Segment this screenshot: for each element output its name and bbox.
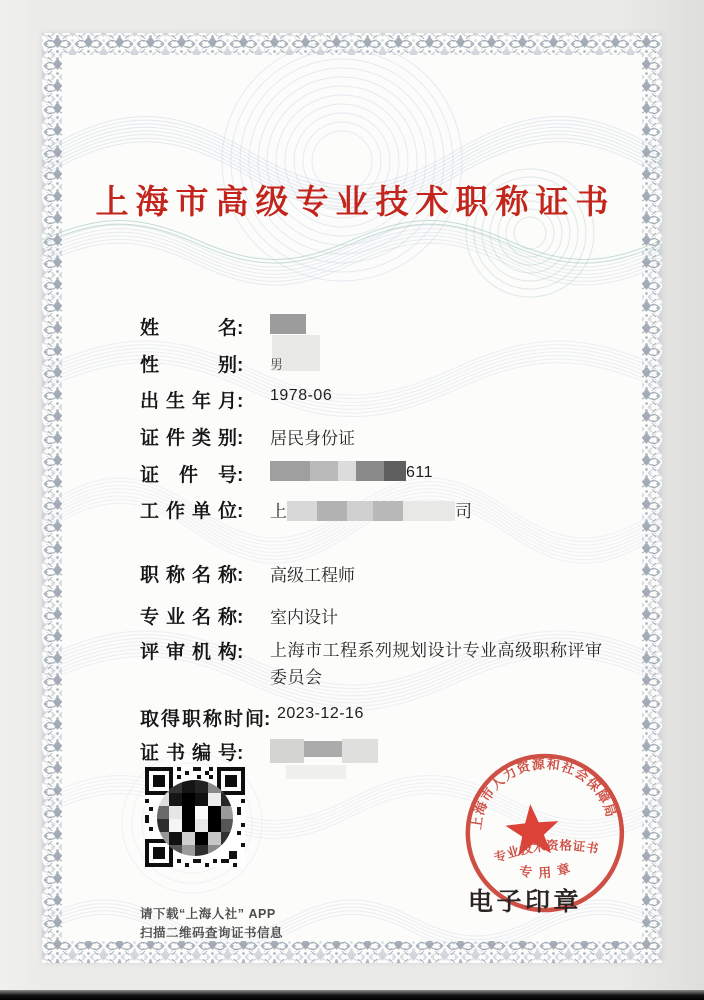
certificate-title: 上海市高级专业技术职称证书 (95, 185, 616, 221)
birth-label: 出生年月 (140, 391, 237, 412)
id-number-value-redacted (270, 461, 433, 482)
employer-visible-prefix: 上 (270, 502, 287, 521)
qr-caption-line1: 请下载“上海人社” APP (140, 907, 276, 921)
colon: : (237, 642, 244, 663)
obtained-date-label: 取得职称时间 (140, 709, 264, 730)
name-value-redacted (270, 314, 306, 335)
field-row-obtained-date (140, 704, 364, 730)
field-row-employer (140, 496, 472, 522)
colon: : (237, 318, 244, 339)
colon: : (237, 428, 244, 449)
major-value: 室内设计 (270, 608, 338, 627)
qr-code (145, 767, 245, 867)
colon: : (237, 565, 244, 586)
review-agency-value: 上海市工程系列规划设计专业高级职称评审委员会 (270, 641, 603, 687)
field-row-id-number (140, 460, 434, 486)
colon: : (237, 501, 244, 522)
colon: : (237, 743, 244, 764)
qr-caption (140, 905, 283, 943)
colon: : (237, 465, 244, 486)
employer-visible-suffix: 司 (455, 502, 472, 521)
obtained-date-value: 2023-12-16 (277, 705, 364, 722)
gender-value: 男 (270, 357, 284, 372)
photo-bottom-edge (0, 990, 704, 1000)
colon: : (237, 607, 244, 628)
title-name-label: 职称名称 (140, 565, 237, 586)
field-row-birth (140, 386, 333, 412)
birth-value: 1978-06 (270, 387, 333, 404)
seal-org-text: 上海市人力资源和社会保障局 (468, 756, 620, 831)
field-row-gender (140, 350, 284, 376)
review-agency-label: 评审机构 (140, 642, 237, 663)
id-type-label: 证件类别 (140, 428, 237, 449)
field-row-id-type (140, 423, 355, 449)
colon: : (237, 391, 244, 412)
svg-text:专用章 (517, 858, 579, 882)
field-row-major (140, 602, 338, 628)
colon: : (237, 355, 244, 376)
employer-label: 工作单位 (140, 501, 237, 522)
field-row-review-agency (140, 637, 603, 687)
id-type-value: 居民身份证 (270, 429, 355, 448)
field-row-title-name (140, 560, 355, 586)
seal-use-text: 专用章 (518, 858, 579, 881)
cert-number-value-redacted (270, 739, 378, 764)
colon: : (264, 709, 271, 730)
seal-cert-type-text: 专业技术资格证书 (492, 838, 600, 866)
certificate (42, 33, 662, 963)
id-number-label: 证件号 (140, 465, 237, 486)
gender-label: 性别 (140, 355, 237, 376)
name-label: 姓名 (140, 318, 237, 339)
qr-caption-line2: 扫描二维码查询证书信息 (140, 926, 284, 940)
title-name-value: 高级工程师 (270, 566, 355, 585)
field-row-name (140, 313, 243, 339)
svg-text:上海市人力资源和社会保障局 (463, 750, 619, 831)
field-row-cert-number (140, 738, 243, 764)
employer-value-redacted (270, 497, 472, 522)
major-label: 专业名称 (140, 607, 237, 628)
electronic-seal-text: 电子印章 (468, 888, 583, 916)
id-number-visible-suffix: 611 (406, 464, 434, 481)
cert-number-label: 证书编号 (140, 743, 237, 764)
